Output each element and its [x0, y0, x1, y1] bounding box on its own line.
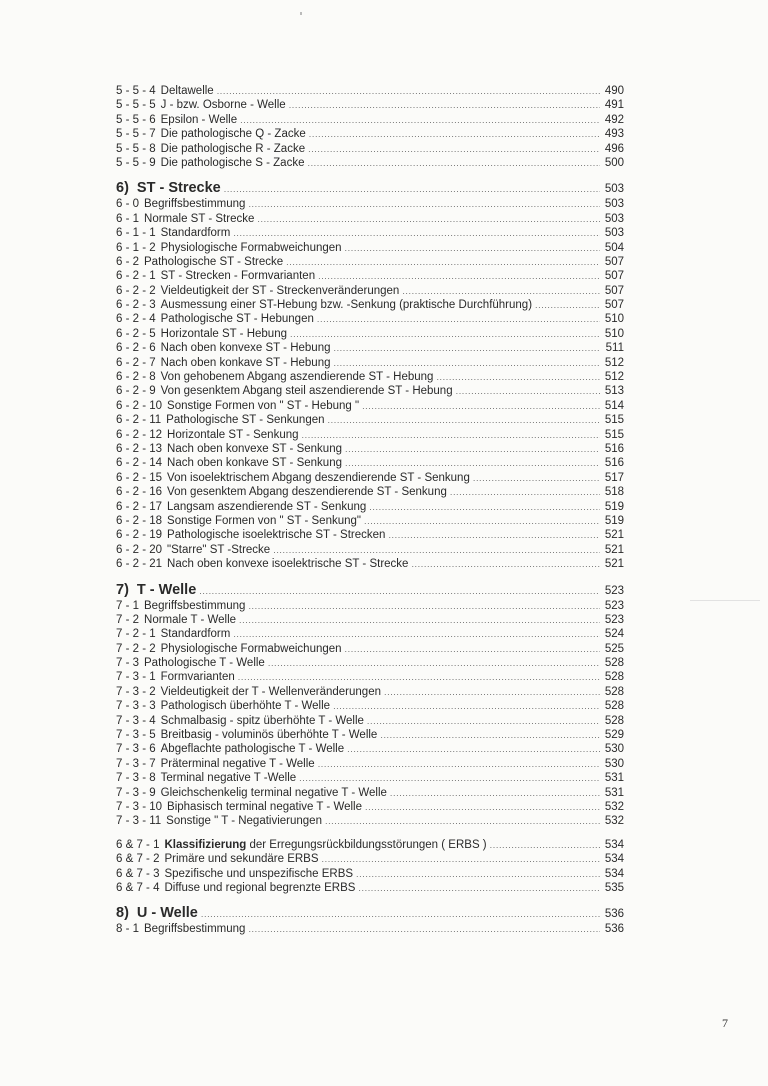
scan-line: [690, 600, 760, 601]
toc-entry: [116, 543, 624, 557]
toc-page-number: 507: [604, 299, 624, 312]
toc-page-number: 519: [604, 514, 624, 527]
toc-entry-number: 5 - 5 - 8: [116, 142, 156, 155]
toc-entry: [116, 613, 624, 627]
toc-entry-number: 7 - 3 - 9: [116, 786, 156, 799]
toc-entry: [116, 881, 624, 895]
toc-dot-leader: [380, 728, 600, 742]
toc-entry: [116, 226, 624, 240]
toc-dot-leader: [318, 269, 600, 283]
toc-entry: [116, 341, 624, 355]
toc-entry-number: 6 - 2 - 1: [116, 270, 156, 283]
toc-entry-number: 7 - 3 - 6: [116, 743, 156, 756]
toc-entry-title: Die pathologische R - Zacke: [160, 142, 306, 155]
toc-entry-number: 5 - 5 - 4: [116, 85, 156, 97]
toc-entry: [116, 442, 624, 456]
toc-entry-title: Pathologische ST - Hebungen: [160, 313, 314, 326]
toc-entry-number: 6 - 2 - 20: [116, 543, 163, 556]
toc-entry: [116, 84, 624, 98]
toc-dot-leader: [367, 714, 600, 728]
toc-entry-number: 7 - 3 - 7: [116, 757, 156, 770]
table-of-contents: [116, 84, 624, 937]
toc-entry: [116, 471, 624, 485]
toc-entry-number: 7 - 1: [116, 599, 140, 612]
toc-page-number: 510: [604, 313, 624, 326]
toc-entry-title: Von gesenktem Abgang steil aszendierende ST - Hebung: [160, 385, 453, 398]
toc-entry-number: 6 & 7 - 1: [116, 838, 160, 851]
toc-dot-leader: [345, 456, 600, 470]
toc-dot-leader: [362, 399, 600, 413]
toc-entry: [116, 867, 624, 881]
toc-dot-leader: [450, 485, 600, 499]
toc-page-number: 504: [604, 241, 624, 254]
toc-entry: [116, 312, 624, 326]
toc-entry-title: Horizontale ST - Senkung: [167, 428, 299, 441]
toc-entry-title: Vieldeutigkeit der ST - Streckenveränderungen: [160, 284, 400, 297]
toc-page-number: 528: [604, 714, 624, 727]
toc-entry-keyword: Klassifizierung: [164, 838, 247, 851]
toc-page-number: 517: [604, 471, 624, 484]
toc-entry-number: 6): [116, 180, 129, 197]
toc-dot-leader: [233, 627, 600, 641]
toc-dot-leader: [309, 127, 600, 141]
toc-entry-title-rest: der Erregungsrückbildungsstörungen ( ERBS ): [249, 838, 487, 851]
toc-entry: [116, 670, 624, 684]
toc-page-number: 531: [604, 786, 624, 799]
toc-page-number: 496: [604, 142, 624, 155]
toc-entry: [116, 642, 624, 656]
toc-entry: [116, 127, 624, 141]
toc-entry-title: J - bzw. Osborne - Welle: [160, 99, 286, 112]
toc-dot-leader: [201, 905, 600, 923]
toc-dot-leader: [289, 98, 600, 112]
toc-entry-title: T - Welle: [136, 581, 197, 598]
toc-entry-number: 6 & 7 - 3: [116, 867, 160, 880]
toc-dot-leader: [307, 156, 600, 170]
toc-entry-number: 6 - 2 - 18: [116, 514, 163, 527]
toc-dot-leader: [345, 241, 600, 255]
toc-page-number: 534: [604, 838, 624, 851]
toc-dot-leader: [390, 786, 600, 800]
toc-entry-title: Breitbasig - voluminös überhöhte T - Welle: [160, 729, 378, 742]
toc-entry: [116, 327, 624, 341]
toc-page-number: 490: [604, 85, 624, 97]
toc-entry-number: 6 & 7 - 2: [116, 853, 160, 866]
toc-entry-number: 8): [116, 905, 129, 922]
toc-entry-title: U - Welle: [136, 905, 198, 922]
toc-entry-title: Präterminal negative T - Welle: [160, 757, 315, 770]
toc-entry-title: Nach oben konvexe isoelektrische ST - Strecke: [167, 558, 409, 571]
toc-page-number: 524: [604, 628, 624, 641]
toc-dot-leader: [384, 685, 600, 699]
toc-entry: [116, 156, 624, 170]
toc-dot-leader: [318, 757, 600, 771]
toc-entry-number: 7 - 3 - 8: [116, 772, 156, 785]
toc-entry: [116, 269, 624, 283]
toc-dot-leader: [224, 180, 600, 198]
toc-dot-leader: [308, 142, 600, 156]
toc-entry-title: Formvarianten: [160, 671, 235, 684]
toc-page-number: 530: [604, 757, 624, 770]
toc-dot-leader: [364, 514, 600, 528]
toc-entry: [116, 742, 624, 756]
toc-entry: [116, 384, 624, 398]
toc-entry-title: Vieldeutigkeit der T - Wellenveränderungen: [160, 685, 381, 698]
toc-dot-leader: [199, 582, 600, 600]
scan-speck: [300, 12, 302, 15]
toc-entry-number: 6 - 0: [116, 198, 140, 211]
page-number: 7: [722, 1016, 728, 1030]
toc-page-number: 534: [604, 867, 624, 880]
toc-entry: [116, 98, 624, 112]
toc-entry-number: 7 - 3 - 2: [116, 685, 156, 698]
toc-entry-title: Schmalbasig - spitz überhöhte T - Welle: [160, 714, 364, 727]
toc-entry: [116, 922, 624, 936]
toc-dot-leader: [402, 284, 600, 298]
toc-entry-number: 6 - 1: [116, 212, 140, 225]
toc-dot-leader: [347, 742, 600, 756]
toc-dot-leader: [473, 471, 600, 485]
toc-entry-number: 5 - 5 - 9: [116, 156, 156, 169]
toc-entry: [116, 714, 624, 728]
toc-page-number: 532: [604, 815, 624, 828]
toc-dot-leader: [333, 699, 600, 713]
toc-page-number: 528: [604, 685, 624, 698]
toc-entry-title: ST - Strecken - Formvarianten: [160, 270, 316, 283]
toc-dot-leader: [273, 543, 600, 557]
toc-entry-title: Sonstige " T - Negativierungen: [166, 815, 322, 828]
toc-entry-title: [164, 838, 486, 852]
toc-entry-number: 6 - 2 - 7: [116, 356, 156, 369]
toc-page-number: 530: [604, 743, 624, 756]
toc-page-number: 507: [604, 255, 624, 268]
toc-entry-title: Horizontale ST - Hebung: [160, 327, 287, 340]
toc-page-number: 493: [604, 128, 624, 141]
section-gap: [116, 829, 624, 838]
toc-entry: [116, 255, 624, 269]
toc-entry-title: Diffuse und regional begrenzte ERBS: [164, 881, 356, 894]
toc-entry-title: Physiologische Formabweichungen: [160, 241, 342, 254]
toc-entry-title: Sonstige Formen von " ST - Senkung": [167, 514, 361, 527]
toc-dot-leader: [217, 84, 600, 98]
toc-dot-leader: [317, 312, 600, 326]
toc-entry-title: Von isoelektrischem Abgang deszendierende ST - Senkung: [167, 471, 470, 484]
toc-entry-number: 5 - 5 - 5: [116, 99, 156, 112]
toc-page-number: 492: [604, 113, 624, 126]
toc-page-number: 503: [604, 183, 624, 196]
toc-entry: [116, 685, 624, 699]
toc-entry-number: 6 - 2 - 13: [116, 442, 163, 455]
toc-entry-number: 6 - 2 - 5: [116, 327, 156, 340]
toc-entry: [116, 241, 624, 255]
toc-page-number: 512: [604, 356, 624, 369]
toc-entry: [116, 757, 624, 771]
toc-dot-leader: [299, 771, 600, 785]
toc-entry-title: Normale T - Welle: [144, 613, 237, 626]
toc-entry-number: 6 - 1 - 1: [116, 227, 156, 240]
toc-dot-leader: [365, 800, 600, 814]
toc-entry: [116, 627, 624, 641]
toc-entry-title: Normale ST - Strecke: [144, 212, 255, 225]
toc-page-number: 516: [604, 442, 624, 455]
toc-dot-leader: [369, 500, 600, 514]
toc-page-number: 523: [604, 584, 624, 597]
toc-entry-number: 6 - 2 - 14: [116, 457, 163, 470]
toc-entry-title: Nach oben konvexe ST - Hebung: [160, 342, 331, 355]
toc-entry: [116, 500, 624, 514]
toc-dot-leader: [411, 557, 600, 571]
toc-entry-title: Die pathologische Q - Zacke: [160, 128, 306, 141]
toc-entry: [116, 284, 624, 298]
toc-dot-leader: [345, 642, 600, 656]
toc-entry-title: Ausmessung einer ST-Hebung bzw. -Senkung (praktische Durchführung): [160, 299, 533, 312]
toc-entry-number: 6 - 2 - 3: [116, 299, 156, 312]
toc-entry-number: 6 - 2 - 6: [116, 342, 156, 355]
toc-entry-title: Nach oben konvexe ST - Senkung: [167, 442, 342, 455]
toc-page-number: 503: [604, 198, 624, 211]
toc-page-number: 519: [604, 500, 624, 513]
toc-entry-number: 6 - 2 - 11: [116, 414, 162, 427]
toc-entry-number: 7 - 3 - 4: [116, 714, 156, 727]
toc-entry-title: Biphasisch terminal negative T - Welle: [167, 800, 362, 813]
toc-dot-leader: [356, 867, 600, 881]
toc-entry-title: Standardform: [160, 628, 231, 641]
toc-entry-number: 7 - 3 - 3: [116, 700, 156, 713]
toc-entry-title: Abgeflachte pathologische T - Welle: [160, 743, 345, 756]
toc-page-number: 534: [604, 853, 624, 866]
toc-entry-number: 6 - 2 - 17: [116, 500, 163, 513]
toc-page-number: 521: [604, 558, 624, 571]
toc-entry: [116, 814, 624, 828]
toc-entry: [116, 356, 624, 370]
toc-entry: [116, 699, 624, 713]
toc-entry: [116, 428, 624, 442]
toc-entry: [116, 413, 624, 427]
toc-page-number: 500: [604, 156, 624, 169]
toc-entry-title: "Starre" ST -Strecke: [167, 543, 271, 556]
toc-entry-number: 6 - 2 - 4: [116, 313, 156, 326]
toc-entry-number: 8 - 1: [116, 923, 140, 936]
toc-entry: [116, 370, 624, 384]
toc-page-number: 523: [604, 599, 624, 612]
toc-page-number: 535: [604, 881, 624, 894]
toc-page-number: 532: [604, 800, 624, 813]
toc-page-number: 523: [604, 613, 624, 626]
toc-page-number: 528: [604, 671, 624, 684]
toc-entry-title: Langsam aszendierende ST - Senkung: [167, 500, 367, 513]
toc-entry-title: Pathologische ST - Senkungen: [166, 414, 325, 427]
toc-entry-title: Sonstige Formen von " ST - Hebung ": [167, 399, 360, 412]
toc-entry: [116, 728, 624, 742]
toc-page-number: 515: [604, 428, 624, 441]
toc-entry: [116, 528, 624, 542]
toc-entry-number: 7 - 2 - 2: [116, 642, 156, 655]
toc-page-number: 521: [604, 543, 624, 556]
toc-entry-number: 7): [116, 581, 129, 598]
toc-entry-title: Von gesenktem Abgang deszendierende ST - Senkung: [167, 486, 447, 499]
toc-page-number: 491: [604, 99, 624, 112]
toc-entry: [116, 113, 624, 127]
toc-entry: [116, 456, 624, 470]
toc-dot-leader: [535, 298, 600, 312]
toc-page-number: 528: [604, 700, 624, 713]
toc-entry: [116, 142, 624, 156]
toc-entry-title: Pathologische ST - Strecke: [144, 255, 284, 268]
toc-page-number: 510: [604, 327, 624, 340]
toc-entry-title: Pathologische isoelektrische ST - Strecken: [167, 529, 386, 542]
toc-dot-leader: [248, 197, 600, 211]
toc-entry-number: 7 - 3 - 5: [116, 729, 156, 742]
toc-entry: [116, 212, 624, 226]
toc-dot-leader: [238, 670, 600, 684]
toc-entry-title: Physiologische Formabweichungen: [160, 642, 342, 655]
toc-entry-title: Begriffsbestimmung: [144, 599, 246, 612]
toc-entry: [116, 298, 624, 312]
toc-page-number: 525: [604, 642, 624, 655]
toc-entry-title: Epsilon - Welle: [160, 113, 238, 126]
toc-page-number: 528: [604, 657, 624, 670]
toc-page-number: 536: [604, 923, 624, 936]
toc-dot-leader: [345, 442, 600, 456]
toc-dot-leader: [322, 852, 600, 866]
toc-dot-leader: [328, 413, 600, 427]
toc-entry: [116, 838, 624, 852]
toc-dot-leader: [456, 384, 600, 398]
toc-page-number: 507: [604, 270, 624, 283]
toc-entry-number: 7 - 3: [116, 657, 140, 670]
toc-entry: [116, 485, 624, 499]
toc-dot-leader: [248, 922, 600, 936]
toc-entry: [116, 656, 624, 670]
toc-entry-title: Terminal negative T -Welle: [160, 772, 297, 785]
toc-entry: [116, 771, 624, 785]
toc-entry-number: 7 - 3 - 1: [116, 671, 156, 684]
toc-entry-title: Begriffsbestimmung: [144, 198, 246, 211]
toc-dot-leader: [302, 428, 600, 442]
toc-entry-number: 6 - 2 - 8: [116, 371, 156, 384]
toc-entry-title: Pathologisch überhöhte T - Welle: [160, 700, 331, 713]
toc-entry-title: Nach oben konkave ST - Hebung: [160, 356, 331, 369]
toc-entry-title: Primäre und sekundäre ERBS: [164, 853, 319, 866]
toc-entry-number: 6 - 2 - 19: [116, 529, 163, 542]
toc-entry-number: 6 - 2 - 10: [116, 399, 163, 412]
toc-entry-number: 6 - 2: [116, 255, 140, 268]
toc-section-heading: [116, 581, 624, 599]
toc-entry-number: 7 - 2 - 1: [116, 628, 156, 641]
toc-entry-number: 5 - 5 - 7: [116, 128, 156, 141]
toc-entry: [116, 197, 624, 211]
toc-entry-number: 7 - 3 - 10: [116, 800, 163, 813]
toc-dot-leader: [290, 327, 600, 341]
toc-page-number: 529: [604, 729, 624, 742]
toc-page-number: 536: [604, 908, 624, 921]
toc-page-number: 503: [604, 227, 624, 240]
toc-entry-number: 6 - 2 - 2: [116, 284, 156, 297]
toc-dot-leader: [358, 881, 600, 895]
toc-entry-number: 6 & 7 - 4: [116, 881, 160, 894]
toc-section-heading: [116, 904, 624, 922]
toc-entry-title: Von gehobenem Abgang aszendierende ST - Hebung: [160, 371, 434, 384]
toc-page-number: 512: [604, 371, 624, 384]
toc-entry-number: 6 - 2 - 12: [116, 428, 163, 441]
toc-entry-number: 7 - 3 - 11: [116, 815, 162, 828]
toc-section-heading: [116, 179, 624, 197]
toc-page-number: 515: [604, 414, 624, 427]
toc-entry: [116, 399, 624, 413]
toc-entry-title: Nach oben konkave ST - Senkung: [167, 457, 342, 470]
toc-entry-title: Standardform: [160, 227, 231, 240]
toc-entry-number: 5 - 5 - 6: [116, 113, 156, 126]
toc-dot-leader: [333, 356, 600, 370]
toc-entry-number: 6 - 2 - 15: [116, 471, 163, 484]
toc-entry-title: Begriffsbestimmung: [144, 923, 246, 936]
toc-page-number: 503: [604, 212, 624, 225]
toc-entry: [116, 514, 624, 528]
toc-page-number: 531: [604, 772, 624, 785]
toc-page-number: 507: [604, 284, 624, 297]
toc-dot-leader: [268, 656, 600, 670]
toc-page-number: 521: [604, 529, 624, 542]
toc-entry-number: 6 - 1 - 2: [116, 241, 156, 254]
toc-dot-leader: [240, 113, 600, 127]
toc-entry: [116, 557, 624, 571]
toc-entry-title: Pathologische T - Welle: [144, 657, 265, 670]
toc-entry-title: ST - Strecke: [136, 180, 221, 197]
toc-entry-title: Gleichschenkelig terminal negative T - Welle: [160, 786, 387, 799]
toc-dot-leader: [286, 255, 600, 269]
toc-page-number: 518: [604, 486, 624, 499]
toc-entry-number: 6 - 2 - 16: [116, 486, 163, 499]
toc-dot-leader: [325, 814, 600, 828]
toc-dot-leader: [436, 370, 600, 384]
toc-entry: [116, 786, 624, 800]
toc-entry-title: Die pathologische S - Zacke: [160, 156, 305, 169]
toc-entry-number: 6 - 2 - 21: [116, 558, 163, 571]
toc-page-number: 516: [604, 457, 624, 470]
toc-dot-leader: [388, 528, 600, 542]
toc-dot-leader: [490, 838, 600, 852]
toc-page-number: 514: [604, 399, 624, 412]
toc-entry-title: Deltawelle: [160, 85, 214, 97]
toc-dot-leader: [333, 341, 600, 355]
toc-dot-leader: [257, 212, 600, 226]
toc-entry: [116, 800, 624, 814]
toc-dot-leader: [233, 226, 600, 240]
toc-entry: [116, 852, 624, 866]
toc-entry-number: 6 - 2 - 9: [116, 385, 156, 398]
toc-page-number: 513: [604, 385, 624, 398]
toc-page-number: 511: [605, 342, 624, 355]
toc-entry: [116, 599, 624, 613]
toc-dot-leader: [239, 613, 600, 627]
toc-entry-number: 7 - 2: [116, 613, 140, 626]
toc-entry-title: Spezifische und unspezifische ERBS: [164, 867, 354, 880]
toc-dot-leader: [248, 599, 600, 613]
